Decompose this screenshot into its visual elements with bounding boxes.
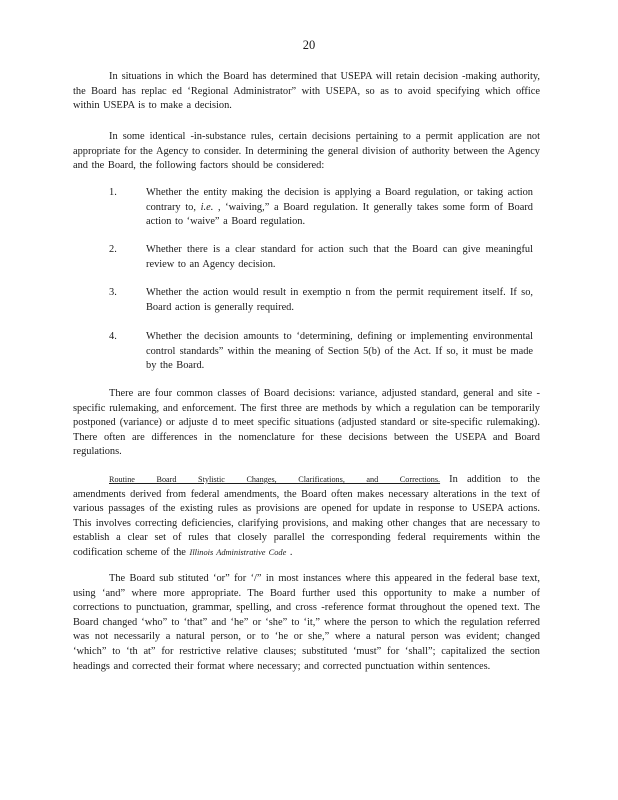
factor-number: 4. [109,331,117,342]
factor-text: Whether there is a clear standard for action such that the Board can give meaningful review to an Agency decision. [146,244,533,270]
paragraph-regional-administrator: In situations in which the Board has determined that USEPA will retain decision -making authority, the Board has replac ed ‘Regional Administrator” with USEPA, so as to avoid specifying which office within USEPA is to make a decision. [73,71,540,112]
factor-text-italic: i.e. [200,201,214,213]
section-heading: Routine Board Stylistic Changes, Clarifications, and Corrections. [109,475,441,484]
factor-text: Whether the action would result in exemptio n from the permit requirement itself. If so, Board action is generally required. [146,287,533,313]
factor-number: 3. [109,287,117,298]
paragraph-division-of-authority: In some identical -in-substance rules, certain decisions pertaining to a permit application are not appropriate for the Agency to consider. In determining the general division of authority between the Agency and the Board, the following factors should be considered: [73,131,540,172]
factor-text [146,186,533,230]
paragraph-text-b: . [286,546,293,558]
page-number: 20 [302,38,316,52]
factor-number: 2. [109,244,117,255]
paragraph-board-decisions: There are four common classes of Board decisions: variance, adjusted standard, general and site - specific rulemaking, and enforcement. The first three are methods by which a regulation can be temporarily postponed (variance) or adjuste d to meet specific situations (adjusted standard or site-specific rulemaking). There often are differences in the nomenclature for these decisions between the USEPA and Board regulations. [73,388,540,458]
paragraph-text-a: In addition to the amendments derived from federal amendments, the Board often makes necessary alterations in the text of various passages of the existing rules as provisions are opened for update in response to USEPA actions. This involves correcting deficiencies, clarifying provisions, and making other changes that are necessary to establish a clear set of rules that closely parallel the corresponding federal requirements within the codification scheme of the [73,474,540,558]
paragraph-routine-changes [73,473,540,561]
factor-number: 1. [109,187,117,198]
factor-text: Whether the decision amounts to ‘determining, defining or implementing environmental control standards” within the meaning of Section 5(b) of the Act. If so, it must be made by the Board. [146,331,533,372]
factor-text-after: , ‘waiving,” a Board regulation. It generally takes some form of Board action to ‘waive” a Board regulation. [146,201,533,228]
code-name: Illinois Administrative Code [189,547,287,557]
paragraph-substitutions: The Board sub stituted ‘or” for ‘/” in most instances where this appeared in the federal base text, using ‘and” where more appropriate. The Board further used this opportunity to make a number of corrections to punctuation, grammar, spelling, and cross -reference format throughout the opened text. The Board changed ‘who” to ‘that” and ‘he” or ‘she” to ‘it,” where the person to which the regulation referred was not necessarily a natural person, or to ‘he or she,” where a natural person was evident; changed ‘which” to ‘th at” for restrictive relative clauses; substituted ‘must” for ‘shall”; capitalized the section headings and corrected their format where necessary; and corrected punctuation within sentences. [73,573,540,672]
factor-text-before: Whether the entity making the decision is applying a Board regulation, or taking action contrary to, [146,187,533,213]
